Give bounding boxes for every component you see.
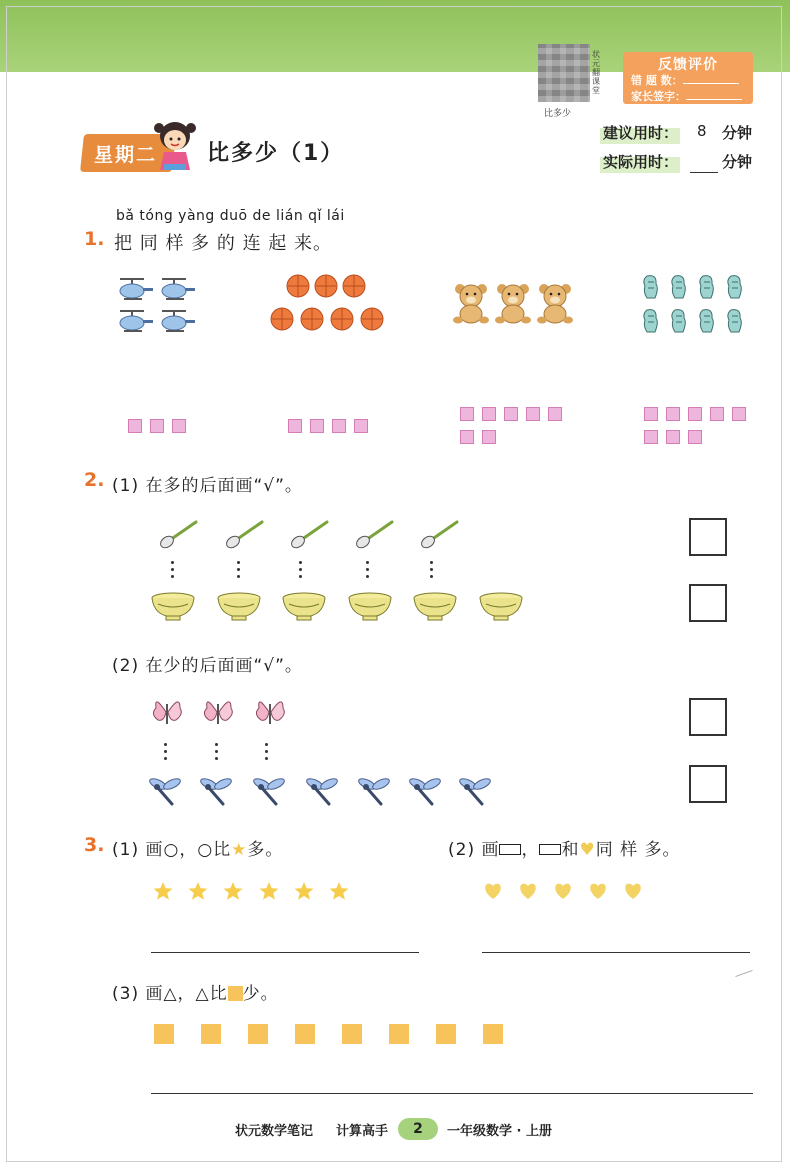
pink-square xyxy=(482,407,496,421)
helicopter-icon xyxy=(158,308,198,334)
whistle-icon xyxy=(697,274,717,300)
page-footer xyxy=(0,1118,790,1142)
star-icon: ★ xyxy=(231,840,248,860)
footer-subtitle: 计算高手 xyxy=(336,1124,389,1139)
star-icon xyxy=(188,881,208,901)
footer-series: 状元数学笔记 xyxy=(235,1124,314,1139)
q1-number: 1. xyxy=(84,228,105,250)
spoon-icon xyxy=(224,516,268,550)
circle-symbol: ○ xyxy=(197,840,214,860)
bear-icon xyxy=(494,282,532,324)
q2-number: 2. xyxy=(84,469,105,491)
spoon-icon xyxy=(354,516,398,550)
bowl-icon xyxy=(347,590,393,622)
butterfly-icon xyxy=(253,694,287,730)
pink-square xyxy=(644,430,658,444)
star-icon xyxy=(329,881,349,901)
rectangle-symbol xyxy=(499,844,521,855)
q3-p3-post: 少。 xyxy=(242,984,279,1004)
dotted-connector xyxy=(299,561,303,582)
heart-icon xyxy=(553,881,573,901)
dotted-connector xyxy=(430,561,434,582)
suggest-time-unit: 分钟 xyxy=(722,124,753,142)
spoon-icon xyxy=(419,516,463,550)
pink-square xyxy=(288,419,302,433)
bowl-icon xyxy=(216,590,262,622)
dragonfly-icon xyxy=(408,776,442,806)
butterfly-icon xyxy=(201,694,235,730)
bear-icon xyxy=(536,282,574,324)
dotted-connector xyxy=(171,561,175,582)
star-icon xyxy=(223,881,243,901)
heart-icon xyxy=(518,881,538,901)
star-icon xyxy=(153,881,173,901)
pink-square xyxy=(732,407,746,421)
yellow-square-symbol xyxy=(228,986,243,1001)
yellow-square xyxy=(248,1024,268,1044)
whistle-icon xyxy=(641,274,661,300)
pink-square xyxy=(666,430,680,444)
yellow-square xyxy=(201,1024,221,1044)
girl-mascot-icon xyxy=(150,118,200,174)
star-icon xyxy=(259,881,279,901)
q3-p1-comma: ， xyxy=(179,840,198,860)
yellow-square xyxy=(389,1024,409,1044)
whistle-icon xyxy=(725,274,745,300)
wrong-count-label: 错 题 数： xyxy=(631,74,683,87)
spoon-answer-box[interactable] xyxy=(689,518,727,556)
q2-part2-instruction: (2) 在少的后面画“√”。 xyxy=(112,656,303,676)
q3-p3-pre: (3) 画△，△比 xyxy=(112,984,228,1004)
helicopter-icon xyxy=(116,308,156,334)
butterfly-icon xyxy=(150,694,184,730)
ball-icon xyxy=(300,307,324,331)
dragonfly-icon xyxy=(305,776,339,806)
pink-square xyxy=(644,407,658,421)
whistle-icon xyxy=(725,308,745,334)
ball-icon xyxy=(360,307,384,331)
pink-square xyxy=(548,407,562,421)
dragonfly-answer-box[interactable] xyxy=(689,765,727,803)
dotted-connector xyxy=(164,743,168,764)
ball-icon xyxy=(270,307,294,331)
yellow-square xyxy=(154,1024,174,1044)
whistle-icon xyxy=(697,308,717,334)
qr-side-text: 状元翻课堂 xyxy=(592,50,600,95)
pink-square xyxy=(666,407,680,421)
circle-symbol: ○ xyxy=(163,840,180,860)
q3-number: 3. xyxy=(84,834,105,856)
parent-sign-field[interactable] xyxy=(686,90,742,100)
ball-icon xyxy=(342,274,366,298)
pink-square xyxy=(688,407,702,421)
qr-code[interactable] xyxy=(538,44,590,102)
feedback-title: 反馈评价 xyxy=(658,57,718,73)
pink-square xyxy=(310,419,324,433)
q3-part1-instruction xyxy=(112,835,283,860)
qr-caption: 比多少 xyxy=(544,109,572,119)
pencil-mark xyxy=(735,970,752,977)
pink-square xyxy=(710,407,724,421)
yellow-square xyxy=(295,1024,315,1044)
q3-p1-pre: (1) 画 xyxy=(112,840,164,860)
pink-square xyxy=(526,407,540,421)
actual-time-unit: 分钟 xyxy=(722,153,753,171)
whistle-icon xyxy=(641,308,661,334)
ball-icon xyxy=(330,307,354,331)
pink-square xyxy=(150,419,164,433)
q3-p2-post: 同 样 多。 xyxy=(595,840,681,860)
footer-grade: 一年级数学 · 上册 xyxy=(447,1124,552,1139)
actual-time-field[interactable] xyxy=(690,172,718,173)
pink-square xyxy=(354,419,368,433)
pink-square xyxy=(688,430,702,444)
actual-time-label: 实际用时： xyxy=(603,153,679,171)
q3-p1-post: 多。 xyxy=(247,840,284,860)
yellow-square xyxy=(483,1024,503,1044)
suggest-time-label: 建议用时： xyxy=(603,124,679,142)
feedback-panel xyxy=(623,52,753,104)
q3-part2-answer-line[interactable] xyxy=(482,952,750,953)
bowl-icon xyxy=(281,590,327,622)
pink-square xyxy=(460,430,474,444)
suggest-time-value: 8 xyxy=(697,122,707,140)
heart-icon: ♥ xyxy=(579,840,596,860)
yellow-square xyxy=(436,1024,456,1044)
star-icon xyxy=(294,881,314,901)
q2-part1-instruction: (1) 在多的后面画“√”。 xyxy=(112,476,303,496)
pink-square xyxy=(128,419,142,433)
q3-p2-and: 和 xyxy=(561,840,580,860)
pink-square xyxy=(504,407,518,421)
rectangle-symbol xyxy=(539,844,561,855)
bowl-icon xyxy=(478,590,524,622)
spoon-icon xyxy=(158,516,202,550)
page-number: 2 xyxy=(398,1118,438,1140)
whistle-icon xyxy=(669,308,689,334)
day-label: 星期二 xyxy=(93,144,157,166)
dotted-connector xyxy=(215,743,219,764)
spoon-icon xyxy=(289,516,333,550)
helicopter-icon xyxy=(116,276,156,302)
parent-sign-label: 家长签字： xyxy=(631,90,686,103)
parent-sign-row xyxy=(631,88,742,104)
dragonfly-icon xyxy=(458,776,492,806)
q3-p2-pre: (2) 画 xyxy=(448,840,500,860)
q3-p1-compare: 比 xyxy=(213,840,232,860)
heart-icon xyxy=(483,881,503,901)
heart-icon xyxy=(588,881,608,901)
bowl-icon xyxy=(150,590,196,622)
ball-icon xyxy=(314,274,338,298)
helicopter-icon xyxy=(158,276,198,302)
q3-part3-instruction xyxy=(112,979,279,1004)
q1-instruction: 把 同 样 多 的 连 起 来。 xyxy=(114,233,333,254)
q3-part1-answer-line[interactable] xyxy=(151,952,419,953)
heart-icon xyxy=(623,881,643,901)
pink-square xyxy=(460,407,474,421)
bowl-icon xyxy=(412,590,458,622)
q1-pinyin: bǎ tóng yàng duō de lián qǐ lái xyxy=(116,208,345,224)
ball-icon xyxy=(286,274,310,298)
pink-square xyxy=(172,419,186,433)
wrong-count-row xyxy=(631,72,739,88)
dotted-connector xyxy=(366,561,370,582)
pink-square xyxy=(332,419,346,433)
whistle-icon xyxy=(669,274,689,300)
butterfly-answer-box[interactable] xyxy=(689,698,727,736)
bear-icon xyxy=(452,282,490,324)
q3-part3-answer-line[interactable] xyxy=(151,1093,753,1094)
dragonfly-icon xyxy=(199,776,233,806)
q3-part2-instruction xyxy=(448,835,681,860)
bowl-answer-box[interactable] xyxy=(689,584,727,622)
pink-square xyxy=(482,430,496,444)
dragonfly-icon xyxy=(148,776,182,806)
lesson-title: 比多少（1） xyxy=(207,141,345,166)
yellow-square xyxy=(342,1024,362,1044)
wrong-count-field[interactable] xyxy=(683,74,739,84)
dragonfly-icon xyxy=(357,776,391,806)
q3-p2-comma: ， xyxy=(521,840,540,860)
dragonfly-icon xyxy=(252,776,286,806)
dotted-connector xyxy=(237,561,241,582)
dotted-connector xyxy=(265,743,269,764)
